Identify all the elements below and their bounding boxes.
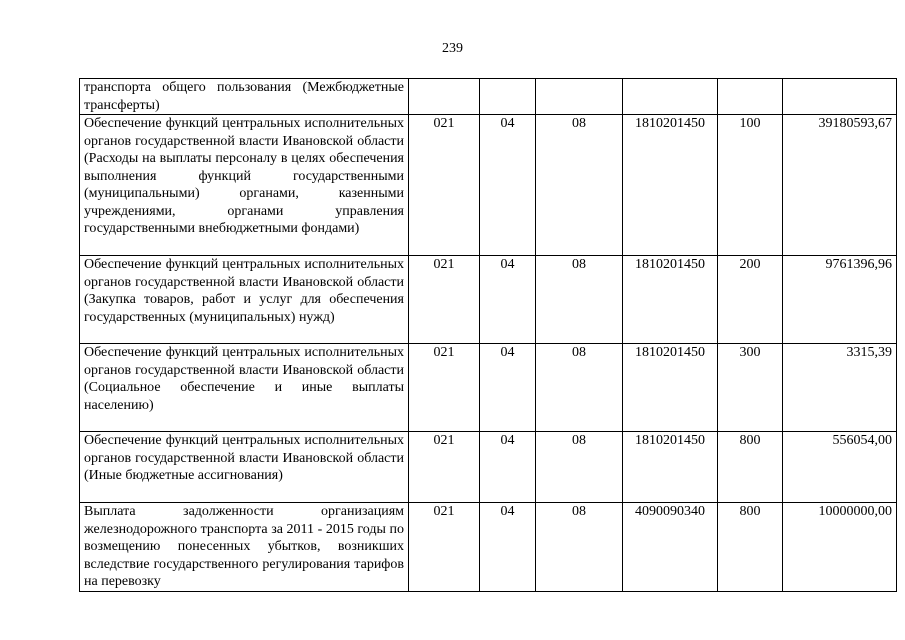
amount: [783, 79, 897, 115]
row-description: Обеспечение функций центральных исполнительных органов государственной власти Ивановской области (Расходы на выплаты персоналу в целях обеспечения выполнения функций государственными (муниципальными) органами, казенными учреждениями, органами управления государственными внебюджетными фондами): [80, 115, 409, 256]
amount: 10000000,00: [783, 503, 897, 592]
row-description: транспорта общего пользования (Межбюджетные трансферты): [80, 79, 409, 115]
subsection-code: 08: [536, 503, 623, 592]
row-description: Обеспечение функций центральных исполнительных органов государственной власти Ивановской области (Закупка товаров, работ и услуг для обеспечения государственных (муниципальных) нужд): [80, 256, 409, 344]
target-article-code: 1810201450: [623, 432, 718, 503]
expense-type-code: 100: [718, 115, 783, 256]
expense-type-code: 800: [718, 503, 783, 592]
amount: 9761396,96: [783, 256, 897, 344]
subsection-code: 08: [536, 344, 623, 432]
section-code: [480, 79, 536, 115]
table-row: [80, 79, 897, 115]
ministry-code: 021: [409, 432, 480, 503]
page-number: 239: [442, 41, 463, 56]
table-row: [80, 115, 897, 256]
amount: 556054,00: [783, 432, 897, 503]
section-code: 04: [480, 115, 536, 256]
subsection-code: 08: [536, 115, 623, 256]
row-description: Обеспечение функций центральных исполнительных органов государственной власти Ивановской области (Иные бюджетные ассигнования): [80, 432, 409, 503]
ministry-code: 021: [409, 256, 480, 344]
target-article-code: 4090090340: [623, 503, 718, 592]
table-row: [80, 503, 897, 592]
target-article-code: 1810201450: [623, 344, 718, 432]
table-row: [80, 432, 897, 503]
table-row: [80, 344, 897, 432]
ministry-code: [409, 79, 480, 115]
section-code: 04: [480, 256, 536, 344]
expense-type-code: 200: [718, 256, 783, 344]
ministry-code: 021: [409, 115, 480, 256]
row-description: Обеспечение функций центральных исполнительных органов государственной власти Ивановской области (Социальное обеспечение и иные выплаты населению): [80, 344, 409, 432]
target-article-code: [623, 79, 718, 115]
target-article-code: 1810201450: [623, 256, 718, 344]
section-code: 04: [480, 344, 536, 432]
expense-type-code: 300: [718, 344, 783, 432]
subsection-code: [536, 79, 623, 115]
section-code: 04: [480, 503, 536, 592]
section-code: 04: [480, 432, 536, 503]
table-row: [80, 256, 897, 344]
amount: 39180593,67: [783, 115, 897, 256]
budget-table: [79, 78, 897, 592]
target-article-code: 1810201450: [623, 115, 718, 256]
row-description: Выплата задолженности организациям железнодорожного транспорта за 2011 - 2015 годы по возмещению понесенных убытков, возникших вследствие государственного регулирования тарифов на перевозку: [80, 503, 409, 592]
subsection-code: 08: [536, 256, 623, 344]
expense-type-code: [718, 79, 783, 115]
subsection-code: 08: [536, 432, 623, 503]
expense-type-code: 800: [718, 432, 783, 503]
ministry-code: 021: [409, 503, 480, 592]
ministry-code: 021: [409, 344, 480, 432]
amount: 3315,39: [783, 344, 897, 432]
